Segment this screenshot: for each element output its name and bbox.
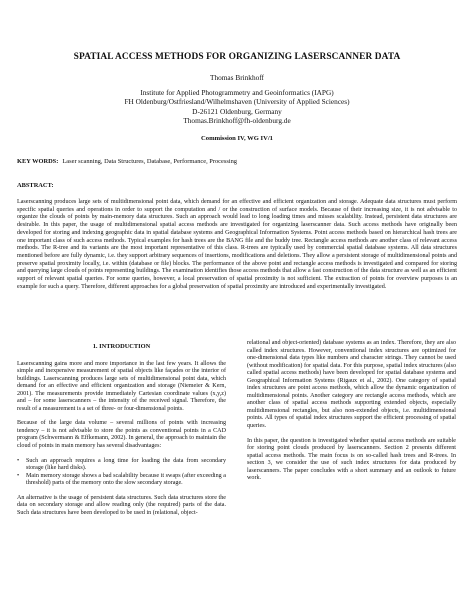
commission-label: Commission IV, WG IV/1 — [201, 135, 273, 142]
section-heading: 1. INTRODUCTION — [92, 343, 151, 350]
author-email: Thomas.Brinkhoff@fh-oldenburg.de — [183, 116, 291, 125]
body-paragraph: relational and object-oriented) database systems as an index. Therefore, they are also called index structures. However, conventional index structures are optimized for one-dimensional data types like numbers and character strings. They cannot be used (without modification) for spatial data. For this purpose, spatial index structures (also called spatial access methods) have been developed for spatial database systems and Geographical Information Systems (Rigaux et al., 2002). One category of spatial index structures are point access methods, which allow the dynamic organization of multidimensional points. Another category are rectangle access methods, which are another class of spatial access methods supporting extended objects, especially multidimensional rectangles, but also non-extended objects, i.e. multidimensional points. All types of spatial index structures support the efficient processing of spatial queries. — [247, 340, 456, 430]
paper-title: SPATIAL ACCESS METHODS FOR ORGANIZING LASERSCANNER DATA — [73, 52, 401, 62]
bullet-item: • Such an approach requires a long time for loading the data from secondary storage (like hard disks). — [17, 458, 226, 473]
abstract-text: Laserscanning produces large sets of multidimensional point data, which demand for an effective and efficient organization and storage. Adequate data structures must perform specific spatial queries and operations in order to support the computation and / or the construction of surface models. Because of their increasing size, it is not advisable to organize the clouds of points by main-memory data structures. Such an approach would lead to long loading times and misses scalability. Instead, persistent data structures are desirable. In this paper, the usage of multidimensional spatial access methods are investigated for organizing laserscanner data. Such access methods have originally been developed for storing and indexing geographic data in spatial database systems and Geographical Information Systems. Point access methods based on hierarchical hash trees are one important class of such access methods. Typical examples for hash trees are the BANG file and the buddy tree. Rectangle access methods are another class of relevant access methods. The R-tree and its variants are the most important representative of this class. R-trees are typically used by commercial spatial database systems. All data structures mentioned before are fully dynamic, i.e. they support arbitrary sequences of insertions, modifications and deletions. They allow a persistent storage of multidimensional points and preserve spatial proximity locally, i.e. within (database or file) blocks. The performance of the above point and rectangle access methods is investigated and compared for storing and querying large clouds of points representing buildings. The examination identifies those access methods that allow a fast construction of the data structure as well as an efficient support of relevant spatial queries. For some queries, however, a local preservation of spatial proximity is not sufficient. The extraction of points for overview purposes is an example for such a query. Therefore, different approaches for a global preservation of spatial proximity are introduced and experimentally investigated. — [17, 199, 457, 290]
affiliation-line: FH Oldenburg/Ostfriesland/Wilhelmshaven (University of Applied Sciences) — [124, 97, 350, 106]
author-name: Thomas Brinkhoff — [210, 73, 264, 82]
keywords-text: Laser scanning, Data Structures, Database, Performance, Processing — [62, 158, 237, 165]
keywords-line — [17, 158, 457, 166]
abstract-heading: ABSTRACT: — [17, 182, 54, 189]
bullet-list — [17, 458, 226, 488]
author-block — [0, 73, 474, 126]
affiliation-line: Institute for Applied Photogrammetry and Geoinformatics (IAPG) — [140, 87, 334, 97]
body-paragraph: An alternative is the usage of persistent data structures. Such data structures store the data on secondary storage and allow reading only (the required) parts of the data. Such data structures have been developed to be used in (relational, object- — [17, 494, 226, 516]
body-paragraph: Because of the large data volume – several millions of points with increasing tendency – it is not advisable to store the points as conventional points in a CAD program (Schwermann & Effkemann, 2002). In general, the approach to maintain the cloud of points in main memory has several disadvantages: — [17, 420, 226, 450]
left-column — [17, 343, 226, 524]
body-paragraph: In this paper, the question is investigated whether spatial access methods are suitable for storing point clouds produced by laserscanners. Section 2 presents different spatial access methods. The main focus is on so-called hash trees and R-trees. In section 3, we consider the use of such index structures for data produced by laserscanners. The paper concludes with a short summary and an outlook to future work. — [247, 437, 456, 482]
keywords-label: KEY WORDS: — [17, 158, 59, 165]
bullet-item: • Main memory storage shows a bad scalability because it swaps (after exceeding a threshold) parts of the memory onto the slow secondary storage. — [17, 473, 226, 488]
affiliation-line: D-26121 Oldenburg, Germany — [192, 106, 282, 116]
right-column — [247, 340, 456, 490]
body-paragraph: Laserscanning gains more and more importance in the last few years. It allows the simple and inexpensive measurement of spatial objects like façades or the interior of buildings. Laserscanning produces large sets of multidimensional point data, which demand for an effective and efficient organization and storage (Niemeier & Kern, 2001). The measurements provide immediately Cartesian coordinate values (x,y,z) and – for some laserscanners – the intensity of the received signal. Therefore, the result of a measurement is a set of three- or four-dimensional points. — [17, 360, 226, 412]
